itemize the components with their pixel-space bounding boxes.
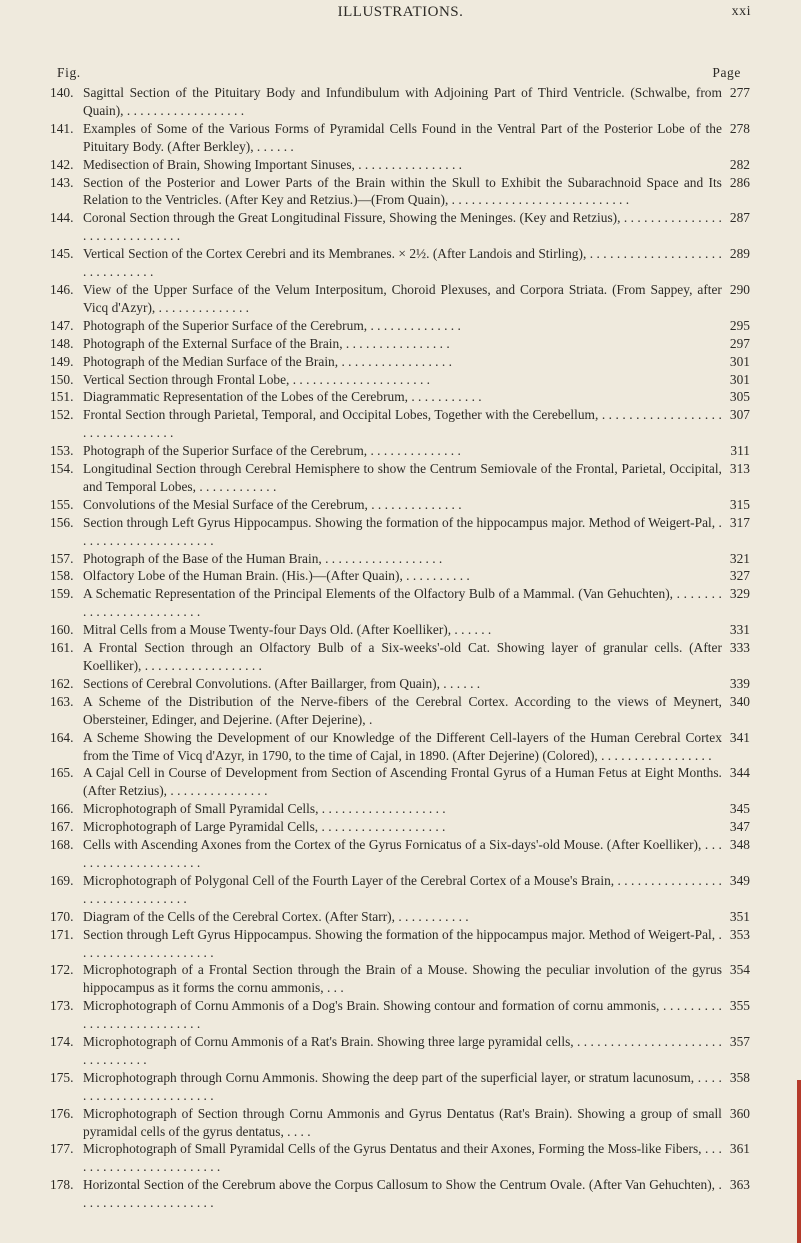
caption-text: Sections of Cerebral Convolutions. (After Baillarger, from Quain), . . . . . . xyxy=(83,675,481,691)
caption-text: Convolutions of the Mesial Surface of the Cerebrum, . . . . . . . . . . . . . . xyxy=(83,496,462,512)
caption-text: Medisection of Brain, Showing Important Sinuses, . . . . . . . . . . . . . . . . xyxy=(83,156,463,172)
page-title: ILLUSTRATIONS. xyxy=(337,4,464,20)
list-item xyxy=(50,388,750,406)
list-item xyxy=(50,675,750,693)
page-reference: 347 xyxy=(729,819,750,835)
figure-number: 168. xyxy=(50,837,74,853)
figure-number: 170. xyxy=(50,908,74,924)
caption-text: Photograph of the Superior Surface of the Cerebrum, . . . . . . . . . . . . . . xyxy=(83,317,461,333)
page-reference: 313 xyxy=(729,461,750,477)
page-reference: 353 xyxy=(729,926,750,942)
caption-text: Sagittal Section of the Pituitary Body and Infundibulum with Adjoining Part of Third Ventricle. (Schwalbe, from Quain), . . . . . . . . . . . . . . . . . . xyxy=(83,85,722,118)
caption-text: A Frontal Section through an Olfactory Bulb of a Six-weeks'-old Cat. Showing layer of granular cells. (After Koelliker), . . . . . . . . . . . . . . . . . . xyxy=(83,640,722,673)
figure-number: 167. xyxy=(50,819,74,835)
list-item xyxy=(50,317,750,335)
figure-caption xyxy=(83,675,750,693)
caption-text: Longitudinal Section through Cerebral Hemisphere to show the Centrum Semiovale of the Frontal, Parietal, Occipital, and Temporal Lobes, . . . . . . . . . . . . xyxy=(83,461,722,494)
list-item xyxy=(50,371,750,389)
list-item xyxy=(50,514,750,550)
caption-text: Microphotograph of Small Pyramidal Cells of the Gyrus Dentatus and their Axones, Forming the Moss-like Fibers, . . . . . . . . . . . . . . . . . . . . . . . . xyxy=(83,1141,722,1175)
figure-caption xyxy=(83,1176,750,1212)
figure-number: 143. xyxy=(50,174,74,190)
list-item xyxy=(50,353,750,371)
figure-caption xyxy=(83,174,750,210)
figure-number: 147. xyxy=(50,317,74,333)
list-item xyxy=(50,585,750,621)
list-item xyxy=(50,1176,750,1212)
list-item xyxy=(50,729,750,765)
figure-number: 148. xyxy=(50,335,74,351)
caption-text: Microphotograph of a Frontal Section through the Brain of a Mouse. Showing the peculiar involution of the gyrus hippocampus as it forms the cornu ammonis, . . . xyxy=(83,962,722,996)
list-item xyxy=(50,84,750,120)
figure-number: 155. xyxy=(50,496,74,512)
page-number: xxi xyxy=(731,4,751,19)
figure-number: 177. xyxy=(50,1141,74,1157)
list-item xyxy=(50,908,750,926)
figure-number: 156. xyxy=(50,514,74,530)
list-item xyxy=(50,460,750,496)
caption-text: Photograph of the External Surface of the Brain, . . . . . . . . . . . . . . . . xyxy=(83,335,450,351)
page-reference: 286 xyxy=(729,174,750,190)
page-reference: 331 xyxy=(729,622,750,638)
figure-caption xyxy=(83,156,750,174)
figure-number: 159. xyxy=(50,586,74,602)
caption-text: Horizontal Section of the Cerebrum above the Corpus Callosum to Show the Centrum Ovale. (After Van Gehuchten), . . . . . . . . . . . . . . . . . . . . . xyxy=(83,1177,722,1211)
figure-caption xyxy=(83,621,750,639)
list-item xyxy=(50,496,750,514)
page-reference: 329 xyxy=(729,586,750,602)
figure-caption xyxy=(83,335,750,353)
list-item xyxy=(50,800,750,818)
list-item xyxy=(50,1033,750,1069)
page-reference: 278 xyxy=(729,120,750,136)
list-item xyxy=(50,621,750,639)
caption-text: Microphotograph through Cornu Ammonis. Showing the deep part of the superficial layer, or stratum lacunosum, . . . . . . . . . . . . . . . . . . . . . . . . xyxy=(83,1069,722,1103)
figure-caption xyxy=(83,388,750,406)
figure-caption xyxy=(83,550,750,568)
list-item xyxy=(50,872,750,908)
figure-caption xyxy=(83,317,750,335)
figure-caption xyxy=(83,800,750,818)
figure-number: 151. xyxy=(50,389,74,405)
page-reference: 351 xyxy=(729,908,750,924)
page-reference: 339 xyxy=(729,675,750,691)
figure-caption xyxy=(83,353,750,371)
figure-caption xyxy=(83,245,750,281)
caption-text: Microphotograph of Section through Cornu Ammonis and Gyrus Dentatus (Rat's Brain). Showing a group of small pyramidal cells of the gyrus dentatus, . . . . xyxy=(83,1105,722,1139)
figure-caption xyxy=(83,496,750,514)
list-item xyxy=(50,764,750,800)
figure-number: 174. xyxy=(50,1034,74,1050)
figure-caption xyxy=(83,567,750,585)
page-reference: 358 xyxy=(729,1069,750,1085)
caption-text: View of the Upper Surface of the Velum Interpositum, Choroid Plexuses, and Corpora Striata. (From Sappey, after Vicq d'Azyr), . . . . . . . . . . . . . . xyxy=(83,281,722,315)
figure-number: 152. xyxy=(50,407,74,423)
figure-caption xyxy=(83,961,750,997)
list-item xyxy=(50,818,750,836)
list-item xyxy=(50,335,750,353)
caption-text: Olfactory Lobe of the Human Brain. (His.)—(After Quain), . . . . . . . . . . xyxy=(83,568,470,584)
figure-number: 171. xyxy=(50,926,74,942)
figure-number: 154. xyxy=(50,461,74,477)
figure-caption xyxy=(83,371,750,389)
caption-text: Frontal Section through Parietal, Temporal, and Occipital Lobes, Together with the Cerebellum, . . . . . . . . . . . . . . . . . . . . . . . . . . . . . . . . xyxy=(83,407,722,441)
page-reference: 348 xyxy=(729,837,750,853)
page-reference: 361 xyxy=(729,1141,750,1157)
figure-caption xyxy=(83,639,750,675)
figure-number: 165. xyxy=(50,765,74,781)
caption-text: Microphotograph of Large Pyramidal Cells, . . . . . . . . . . . . . . . . . . . xyxy=(83,819,446,835)
running-header xyxy=(0,4,801,26)
list-item xyxy=(50,120,750,156)
figure-caption xyxy=(83,585,750,621)
figure-number: 145. xyxy=(50,246,74,262)
caption-text: Vertical Section through Frontal Lobe, . . . . . . . . . . . . . . . . . . . . . xyxy=(83,371,430,387)
figure-number: 163. xyxy=(50,693,74,709)
caption-text: A Schematic Representation of the Principal Elements of the Olfactory Bulb of a Mammal. (Van Gehuchten), . . . . . . . . . . . . . . . . . . . . . . . . . xyxy=(83,586,722,620)
caption-text: A Cajal Cell in Course of Development from Section of Ascending Frontal Gyrus of a Human Fetus at Eight Months. (After Retzius), . . . . . . . . . . . . . . . xyxy=(83,765,722,799)
caption-text: Examples of Some of the Various Forms of Pyramidal Cells Found in the Ventral Part of the Posterior Lobe of the Pituitary Body. (After Berkley), . . . . . . xyxy=(83,120,722,154)
figure-caption xyxy=(83,1069,750,1105)
figure-caption xyxy=(83,514,750,550)
figure-caption xyxy=(83,120,750,156)
figure-number: 162. xyxy=(50,675,74,691)
page-reference: 363 xyxy=(729,1177,750,1193)
figure-caption xyxy=(83,908,750,926)
caption-text: Microphotograph of Cornu Ammonis of a Rat's Brain. Showing three large pyramidal cells, . . . . . . . . . . . . . . . . . . . . . . . . . . . . . . . . xyxy=(83,1034,722,1067)
caption-text: Section through Left Gyrus Hippocampus. Showing the formation of the hippocampus major. Method of Weigert-Pal, . . . . . . . . . . . . . . . . . . . . . xyxy=(83,926,722,960)
list-item xyxy=(50,639,750,675)
caption-text: Diagrammatic Representation of the Lobes of the Cerebrum, . . . . . . . . . . . xyxy=(83,389,482,405)
figure-number: 150. xyxy=(50,371,74,387)
page-reference: 321 xyxy=(729,550,750,566)
page-reference: 307 xyxy=(729,407,750,423)
caption-text: Photograph of the Base of the Human Brain, . . . . . . . . . . . . . . . . . . xyxy=(83,550,443,566)
page-reference: 301 xyxy=(729,353,750,369)
page-reference: 360 xyxy=(729,1105,750,1121)
page-reference: 333 xyxy=(729,640,750,656)
page-reference: 289 xyxy=(729,246,750,262)
page-reference: 287 xyxy=(729,210,750,226)
caption-text: A Scheme of the Distribution of the Nerve-fibers of the Cerebral Cortex. According to the views of Meynert, Obersteiner, Edinger, and Dejerine. (After Dejerine), . xyxy=(83,693,722,727)
figure-number: 166. xyxy=(50,801,74,817)
page-reference: 295 xyxy=(729,317,750,333)
list-item xyxy=(50,693,750,729)
page-reference: 341 xyxy=(729,729,750,745)
list-item xyxy=(50,245,750,281)
page-reference: 344 xyxy=(729,765,750,781)
figure-caption xyxy=(83,406,750,442)
figure-number: 160. xyxy=(50,622,74,638)
figure-caption xyxy=(83,281,750,317)
figure-number: 142. xyxy=(50,156,74,172)
caption-text: Photograph of the Median Surface of the Brain, . . . . . . . . . . . . . . . . . xyxy=(83,353,452,369)
list-item xyxy=(50,1069,750,1105)
caption-text: Diagram of the Cells of the Cerebral Cortex. (After Starr), . . . . . . . . . . . xyxy=(83,908,469,924)
figure-caption xyxy=(83,442,750,460)
figure-caption xyxy=(83,1033,750,1069)
page-edge-accent xyxy=(797,1080,801,1243)
list-item xyxy=(50,926,750,962)
caption-text: Photograph of the Superior Surface of the Cerebrum, . . . . . . . . . . . . . . xyxy=(83,443,461,459)
page-reference: 282 xyxy=(729,156,750,172)
page-reference: 277 xyxy=(729,85,750,100)
figure-number: 153. xyxy=(50,443,74,459)
figure-number: 175. xyxy=(50,1069,74,1085)
figure-number: 178. xyxy=(50,1177,74,1193)
figure-number: 141. xyxy=(50,120,74,136)
figure-caption xyxy=(83,764,750,800)
list-item xyxy=(50,961,750,997)
list-item xyxy=(50,836,750,872)
page-reference: 305 xyxy=(729,389,750,405)
list-item xyxy=(50,174,750,210)
list-item xyxy=(50,1105,750,1141)
figure-caption xyxy=(83,872,750,908)
figure-caption xyxy=(83,460,750,496)
figure-number: 164. xyxy=(50,729,74,745)
page-reference: 349 xyxy=(729,872,750,888)
illustration-list xyxy=(50,84,750,1212)
caption-text: Section through Left Gyrus Hippocampus. Showing the formation of the hippocampus major. Method of Weigert-Pal, . . . . . . . . . . . . . . . . . . . . . xyxy=(83,514,722,548)
list-item xyxy=(50,156,750,174)
caption-text: Microphotograph of Small Pyramidal Cells, . . . . . . . . . . . . . . . . . . . xyxy=(83,801,446,817)
figure-caption xyxy=(83,693,750,729)
caption-text: A Scheme Showing the Development of our Knowledge of the Different Cell-layers of the Human Cerebral Cortex from the Time of Vicq d'Azyr, in 1790, to the time of Cajal, in 1890. (After Dejerine) (Colored), . . . . . . . . . . . . . . . . . xyxy=(83,729,722,763)
figure-number: 157. xyxy=(50,550,74,566)
figure-number: 144. xyxy=(50,210,74,226)
page-column-heading: Page xyxy=(712,65,741,80)
list-item xyxy=(50,209,750,245)
column-headings xyxy=(57,65,741,81)
caption-text: Section of the Posterior and Lower Parts of the Brain within the Skull to Exhibit the Subarachnoid Space and Its Relation to the Ventricles. (After Key and Retzius.)—(From Quain), . . . . . . . . . . . . . . . . . . . . . . . . . . . xyxy=(83,174,722,208)
page-reference: 355 xyxy=(729,998,750,1014)
figure-number: 176. xyxy=(50,1105,74,1121)
page-reference: 311 xyxy=(730,443,750,459)
figure-number: 158. xyxy=(50,568,74,584)
figure-number: 140. xyxy=(50,85,74,100)
figure-caption xyxy=(83,84,750,120)
caption-text: Microphotograph of Cornu Ammonis of a Dog's Brain. Showing contour and formation of cornu ammonis, . . . . . . . . . . . . . . . . . . . . . . . . . . . xyxy=(83,998,722,1032)
page-reference: 315 xyxy=(729,496,750,512)
caption-text: Vertical Section of the Cortex Cerebri and its Membranes. × 2½. (After Landois and Stirling), . . . . . . . . . . . . . . . . . . . . . . . . . . . . . . . xyxy=(83,246,722,280)
list-item xyxy=(50,1140,750,1176)
caption-text: Cells with Ascending Axones from the Cortex of the Gyrus Fornicatus of a Six-days'-old Mouse. (After Koelliker), . . . . . . . . . . . . . . . . . . . . . xyxy=(83,837,722,870)
figure-number: 172. xyxy=(50,962,74,978)
figure-caption xyxy=(83,997,750,1033)
list-item xyxy=(50,406,750,442)
figure-caption xyxy=(83,729,750,765)
figure-number: 161. xyxy=(50,640,74,656)
caption-text: Mitral Cells from a Mouse Twenty-four Days Old. (After Koelliker), . . . . . . xyxy=(83,622,492,638)
figure-caption xyxy=(83,209,750,245)
list-item xyxy=(50,281,750,317)
caption-text: Coronal Section through the Great Longitudinal Fissure, Showing the Meninges. (Key and Retzius), . . . . . . . . . . . . . . . . . . . . . . . . . . . . . . xyxy=(83,210,722,244)
page-reference: 327 xyxy=(729,568,750,584)
page-reference: 317 xyxy=(729,514,750,530)
figure-number: 173. xyxy=(50,998,74,1014)
page-reference: 301 xyxy=(729,371,750,387)
page-reference: 290 xyxy=(729,281,750,297)
figure-caption xyxy=(83,1105,750,1141)
figure-caption xyxy=(83,926,750,962)
list-item xyxy=(50,567,750,585)
figure-caption xyxy=(83,836,750,872)
list-item xyxy=(50,442,750,460)
list-item xyxy=(50,997,750,1033)
page-reference: 345 xyxy=(729,801,750,817)
figure-caption xyxy=(83,1140,750,1176)
page-reference: 357 xyxy=(729,1034,750,1050)
figure-number: 149. xyxy=(50,353,74,369)
figure-caption xyxy=(83,818,750,836)
figure-number: 169. xyxy=(50,872,74,888)
caption-text: Microphotograph of Polygonal Cell of the Fourth Layer of the Cerebral Cortex of a Mouse's Brain, . . . . . . . . . . . . . . . . . . . . . . . . . . . . . . . . xyxy=(83,872,722,906)
page-reference: 354 xyxy=(729,962,750,978)
page-reference: 340 xyxy=(729,693,750,709)
fig-column-heading: Fig. xyxy=(57,65,81,80)
figure-number: 146. xyxy=(50,281,74,297)
list-item xyxy=(50,550,750,568)
page-reference: 297 xyxy=(729,335,750,351)
